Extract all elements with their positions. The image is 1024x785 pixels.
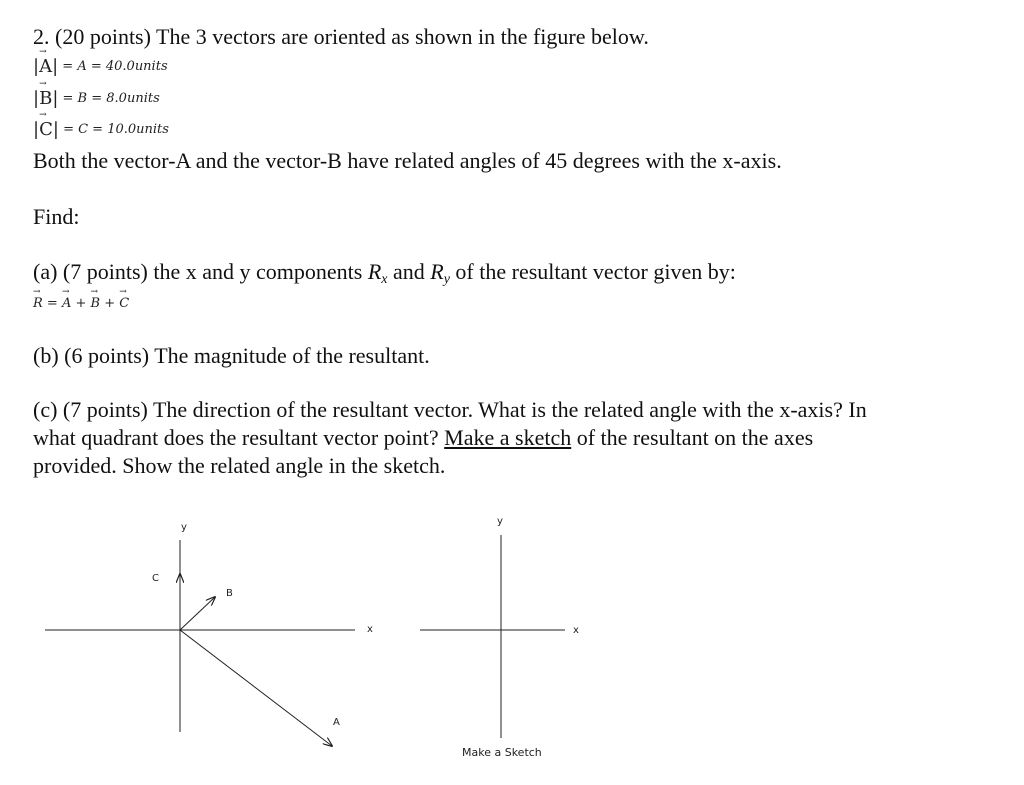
resultant-equation: → R = → A + → B + → C xyxy=(33,296,129,311)
vector-b xyxy=(180,597,215,630)
part-a: (a) (7 points) the x and y components $R_x$ and $R_y$ of the resultant vector given by: xyxy=(33,259,736,287)
magnitude-a: |→ A| = A = 40.0units xyxy=(33,56,168,77)
make-a-sketch-link: Make a sketch xyxy=(444,425,572,450)
fig2-y-label: y xyxy=(497,516,503,527)
part-b: (b) (6 points) The magnitude of the resultant. xyxy=(33,343,430,368)
vector-a xyxy=(180,630,332,746)
part-c-line-2: what quadrant does the resultant vector point? Make a sketch of the resultant on the axes xyxy=(33,425,814,450)
angles-text: Both the vector-A and the vector-B have related angles of 45 degrees with the x-axis. xyxy=(33,148,782,173)
fig1-a-label: A xyxy=(333,717,340,728)
magnitude-c: |→ C| = C = 10.0units xyxy=(33,119,169,140)
fig1-y-label: y xyxy=(181,522,187,533)
part-c-line-1: (c) (7 points) The direction of the resultant vector. What is the related angle with the x-axis? In xyxy=(33,397,867,422)
problem-header: 2. (20 points) The 3 vectors are oriented as shown in the figure below. xyxy=(33,24,649,49)
fig2-caption: Make a Sketch xyxy=(462,746,542,759)
fig1-b-label: B xyxy=(226,588,233,599)
fig2-x-label: x xyxy=(573,625,579,636)
magnitude-b: |→ B| = B = 8.0units xyxy=(33,88,160,109)
find-heading: Find: xyxy=(33,204,80,229)
fig1-x-label: x xyxy=(367,624,373,635)
fig1-c-label: C xyxy=(152,573,159,584)
part-c-line-3: provided. Show the related angle in the sketch. xyxy=(33,453,446,478)
